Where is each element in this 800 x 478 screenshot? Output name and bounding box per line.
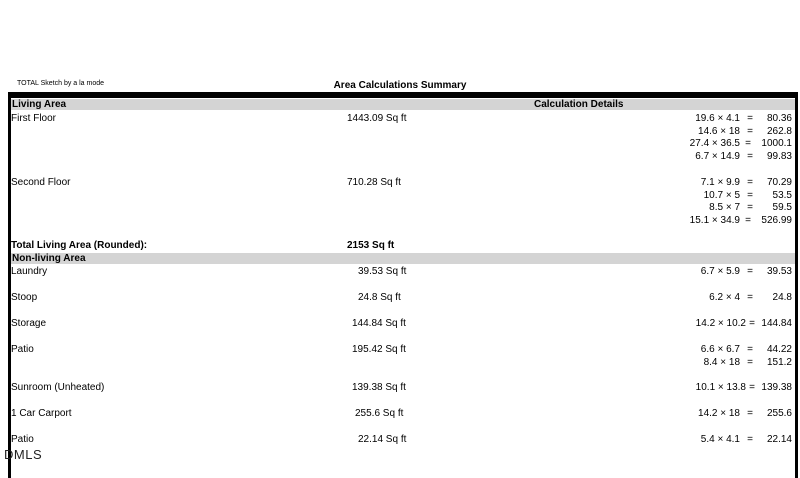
calc-line: 8.5 × 7 = 59.5 [709, 202, 792, 213]
calc-line: 6.6 × 6.7 = 44.22 [700, 344, 792, 355]
row-area-laundry: 39.53 Sq ft [358, 266, 407, 277]
calc-line: 14.2 × 10.2 = 144.84 [695, 318, 792, 329]
calc-block-patio-2 [701, 434, 792, 447]
row-name-laundry: Laundry [11, 266, 48, 277]
calc-block-first-floor [690, 113, 792, 163]
row-name-sunroom: Sunroom (Unheated) [11, 382, 105, 393]
mls-watermark: DMLS [4, 447, 43, 462]
calc-block-patio [701, 344, 792, 369]
calc-line: 27.4 × 36.5 = 1000.1 [689, 138, 792, 149]
calc-block-stoop [709, 292, 792, 305]
row-area-first-floor: 1443.09 Sq ft [347, 113, 407, 124]
calc-line: 15.1 × 34.9 = 526.99 [689, 214, 792, 226]
calc-line: 10.7 × 5 = 53.5 [703, 189, 792, 201]
row-area-patio-2: 22.14 Sq ft [358, 434, 407, 445]
frame-right-border [795, 92, 798, 478]
non-living-area-header-band [11, 253, 795, 264]
total-living-area-label: Total Living Area (Rounded): [11, 240, 148, 251]
row-name-storage: Storage [11, 318, 47, 329]
row-area-carport: 255.6 Sq ft [355, 408, 404, 419]
calc-block-sunroom [696, 382, 792, 395]
frame-left-border [8, 92, 11, 478]
living-area-heading: Living Area [12, 99, 67, 110]
row-area-second-floor: 710.28 Sq ft [347, 177, 401, 188]
calc-block-storage [696, 318, 792, 331]
calc-line: 14.6 × 18 = 262.8 [698, 125, 792, 137]
calc-line: 6.2 × 4 = 24.8 [709, 292, 792, 303]
row-name-stoop: Stoop [11, 292, 38, 303]
non-living-area-heading: Non-living Area [12, 253, 86, 264]
row-area-patio: 195.42 Sq ft [352, 344, 406, 355]
calculation-details-heading: Calculation Details [534, 99, 624, 110]
calc-line: 5.4 × 4.1 = 22.14 [700, 434, 792, 445]
calc-line: 7.1 × 9.9 = 70.29 [700, 177, 792, 188]
calc-block-second-floor [690, 177, 792, 227]
row-name-patio-2: Patio [11, 434, 34, 445]
calc-line: 10.1 × 13.8 = 139.38 [695, 382, 792, 393]
row-name-second-floor: Second Floor [11, 177, 71, 188]
total-living-area-value: 2153 Sq ft [347, 240, 395, 251]
calc-line: 19.6 × 4.1 = 80.36 [695, 113, 792, 124]
calc-block-laundry [701, 266, 792, 279]
calc-line: 6.7 × 5.9 = 39.53 [700, 266, 792, 277]
row-name-carport: 1 Car Carport [11, 408, 72, 419]
sketch-source-label: TOTAL Sketch by a la mode [17, 80, 105, 87]
page-title: Area Calculations Summary [333, 80, 467, 91]
row-area-stoop: 24.8 Sq ft [358, 292, 401, 303]
row-name-first-floor: First Floor [11, 113, 56, 124]
row-name-patio: Patio [11, 344, 34, 355]
calc-block-carport [698, 408, 792, 421]
calc-line: 14.2 × 18 = 255.6 [698, 408, 792, 419]
row-area-storage: 144.84 Sq ft [352, 318, 406, 329]
calc-line: 6.7 × 14.9 = 99.83 [695, 150, 792, 162]
frame-top-border [8, 92, 798, 98]
living-area-header-band [11, 99, 795, 110]
calc-line: 8.4 × 18 = 151.2 [703, 356, 792, 368]
row-area-sunroom: 139.38 Sq ft [352, 382, 406, 393]
